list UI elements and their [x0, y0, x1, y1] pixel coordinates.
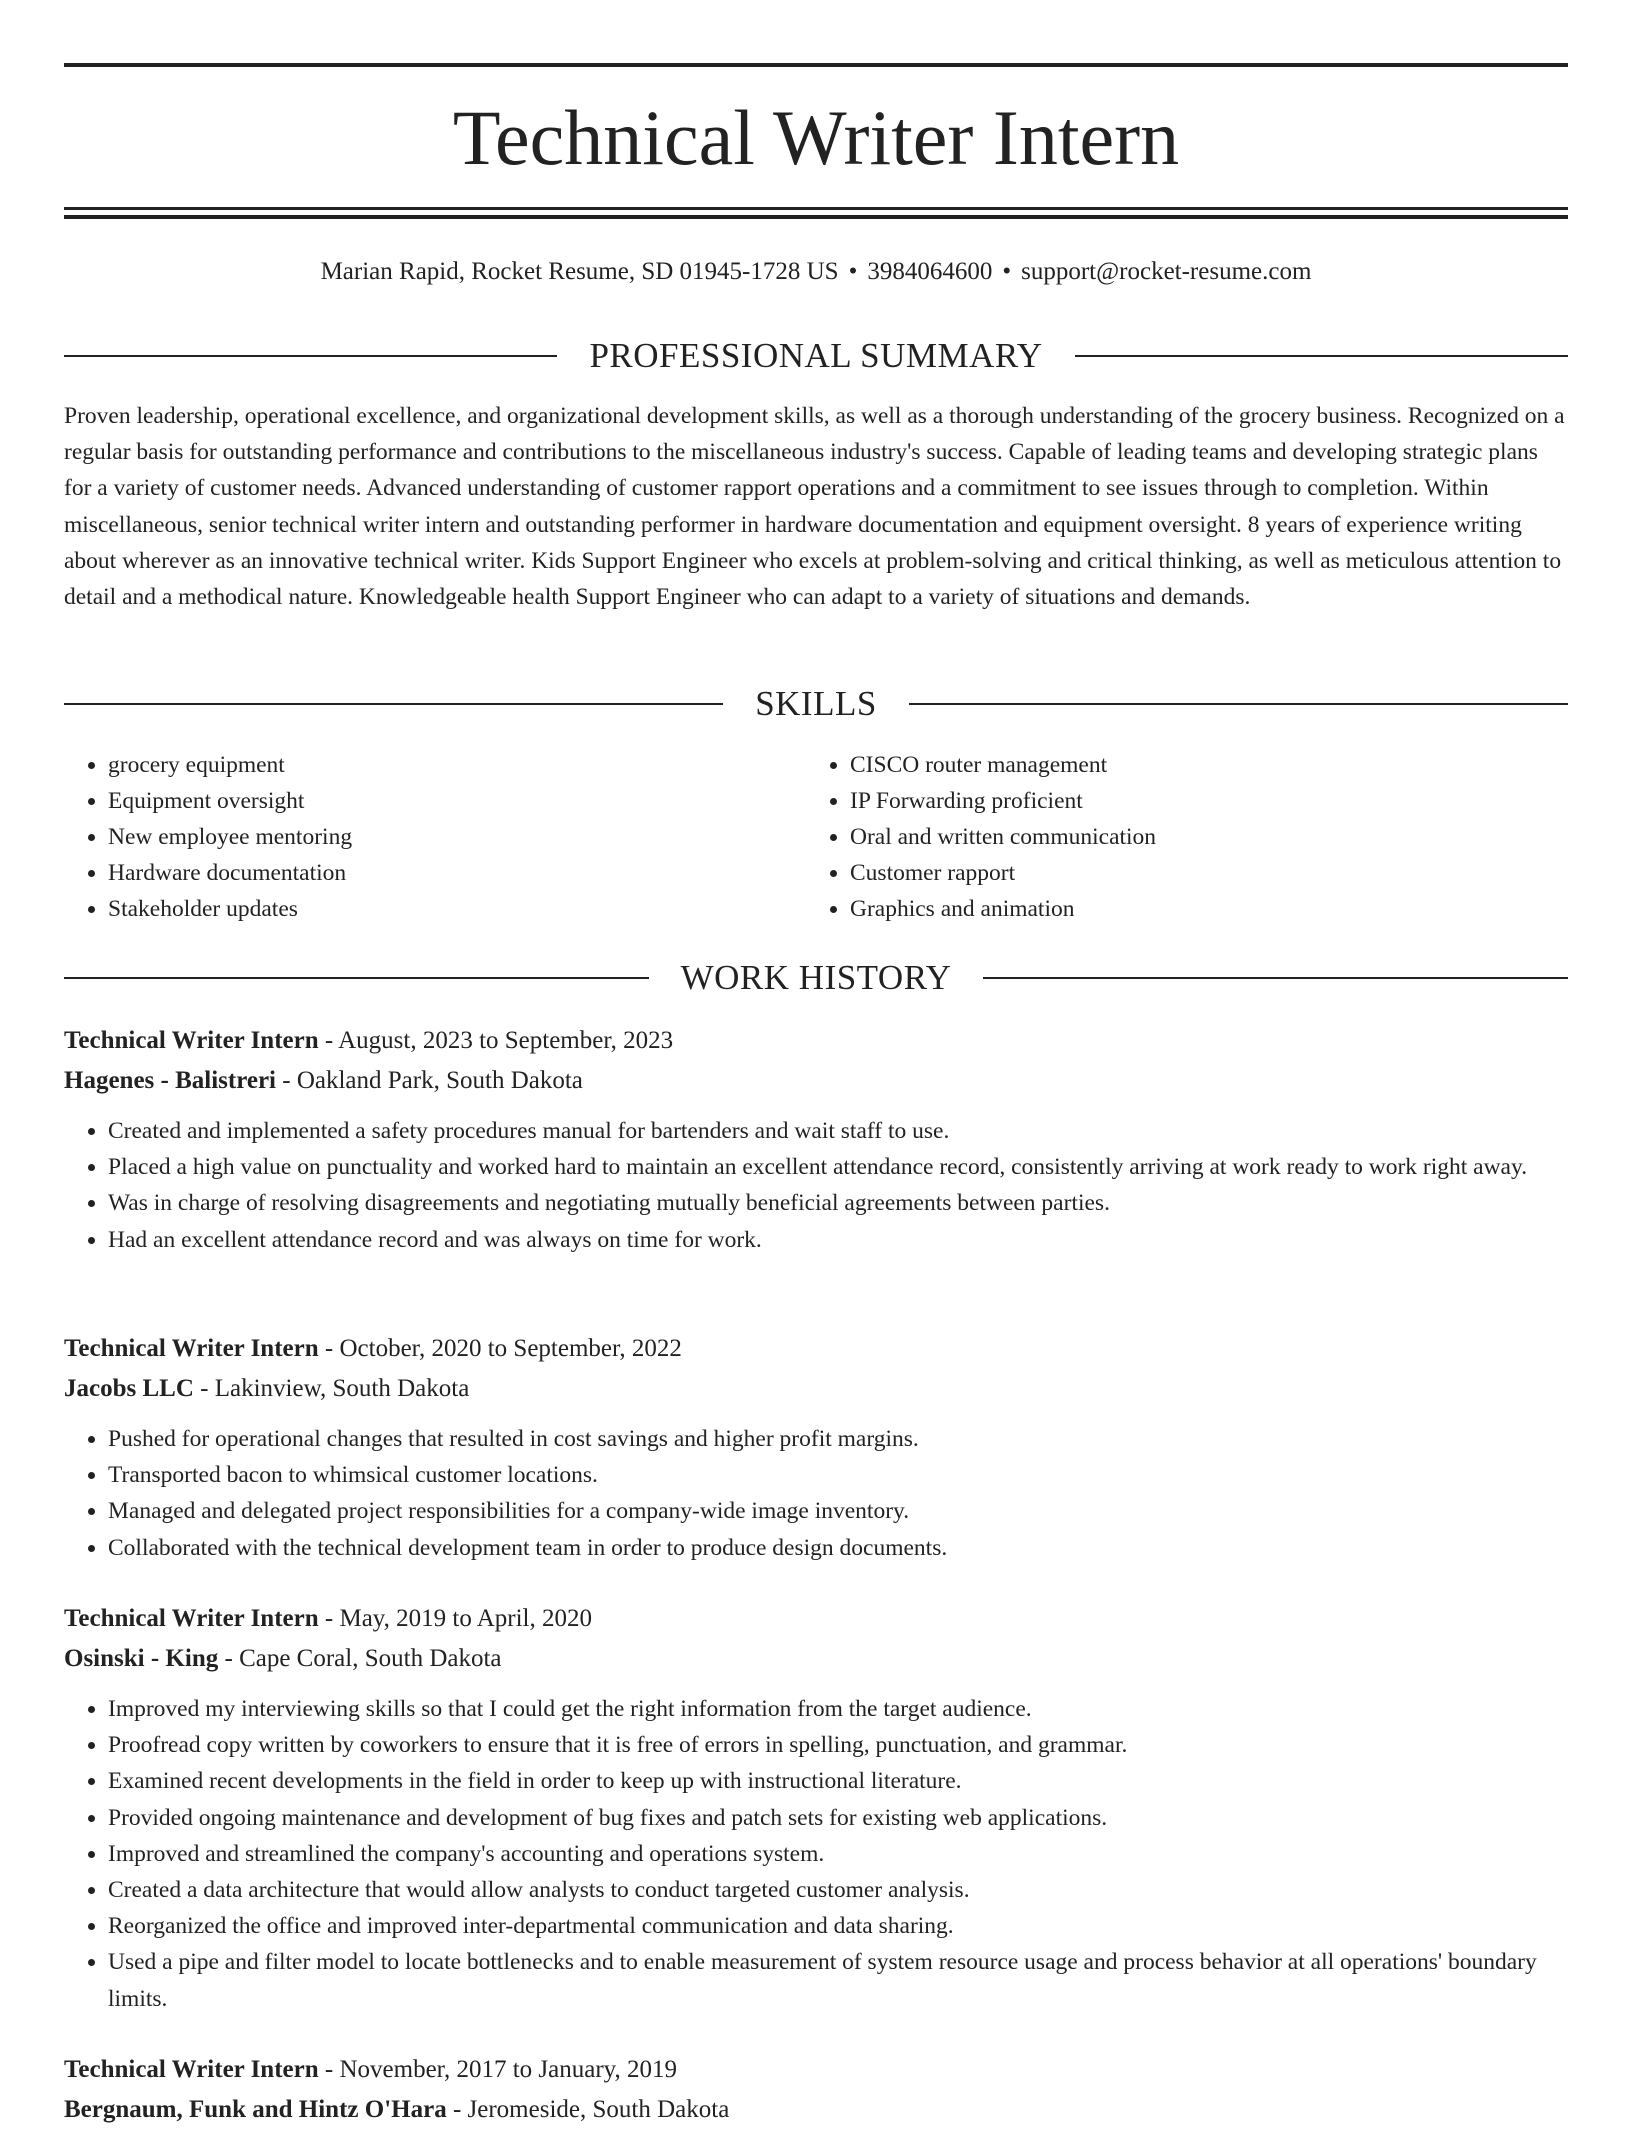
job-dash: - — [318, 2056, 340, 2083]
job-bullets — [64, 1421, 1568, 1566]
job-bullet: • Improved my interviewing skills so that I could get the right information from the target audience. — [108, 1691, 1568, 1727]
skills-column-left — [64, 747, 806, 927]
job-bullet: • Used a pipe and filter model to locate bottlenecks and to enable measurement of system resource usage and process behavior at all operations' boundary limits. — [108, 1944, 1568, 2016]
job-company-line — [64, 1369, 1568, 1409]
contact-line — [64, 252, 1568, 292]
skill-item: • Stakeholder updates — [108, 891, 806, 927]
job-bullet: • Collaborated with the technical development team in order to produce design documents. — [108, 1530, 1568, 1566]
job-title: Technical Writer Intern — [64, 1027, 319, 1054]
skill-item: • Oral and written communication — [850, 819, 1548, 855]
contact-address: Marian Rapid, Rocket Resume, SD 01945-1728 US — [320, 258, 839, 285]
job-title-line — [64, 1329, 1568, 1369]
skill-item: • CISCO router management — [850, 747, 1548, 783]
divider — [64, 355, 557, 357]
contact-separator: • — [1002, 258, 1012, 285]
skill-item: • grocery equipment — [108, 747, 806, 783]
job-dash: - — [318, 1027, 339, 1054]
skill-item: • Customer rapport — [850, 855, 1548, 891]
job-company: Osinski - King — [64, 1645, 219, 1672]
job-bullet: • Had an excellent attendance record and was always on time for work. — [108, 1222, 1568, 1258]
job-company: Hagenes - Balistreri — [64, 1067, 276, 1094]
job-bullet: • Examined recent developments in the field in order to keep up with instructional literature. — [108, 1763, 1568, 1799]
job-bullet: • Created and implemented a safety procedures manual for bartenders and wait staff to use. — [108, 1113, 1568, 1149]
job-company: Bergnaum, Funk and Hintz O'Hara — [64, 2096, 447, 2123]
summary-section-header — [64, 334, 1568, 378]
divider — [1075, 355, 1568, 357]
job-dash: - — [318, 1605, 340, 1632]
job-bullet: • Created a data architecture that would allow analysts to conduct targeted customer analysis. — [108, 1872, 1568, 1908]
title-rule-upper — [64, 207, 1568, 210]
job-location: Cape Coral, South Dakota — [239, 1645, 502, 1672]
job-company: Jacobs LLC — [64, 1375, 194, 1402]
job-title-line — [64, 1599, 1568, 1639]
job-entry — [64, 1599, 1568, 2017]
work-heading: WORK HISTORY — [680, 958, 952, 997]
job-title: Technical Writer Intern — [64, 1335, 319, 1362]
job-company-line — [64, 1061, 1568, 1101]
job-dash: - — [318, 1335, 340, 1362]
job-bullet: • Improved and streamlined the company's accounting and operations system. — [108, 1836, 1568, 1872]
title-rule-lower — [64, 215, 1568, 219]
divider — [64, 703, 723, 705]
page-title: Technical Writer Intern — [452, 94, 1180, 181]
work-section-header — [64, 956, 1568, 1000]
job-entry — [64, 2050, 1568, 2130]
job-bullet: • Managed and delegated project responsibilities for a company-wide image inventory. — [108, 1493, 1568, 1529]
top-rule — [64, 63, 1568, 67]
job-dates: August, 2023 to September, 2023 — [338, 1027, 674, 1054]
job-bullet: • Reorganized the office and improved inter-departmental communication and data sharing. — [108, 1908, 1568, 1944]
job-entry — [64, 1021, 1568, 1258]
skills-heading: SKILLS — [755, 684, 877, 723]
skill-item: • Hardware documentation — [108, 855, 806, 891]
job-title: Technical Writer Intern — [64, 2056, 319, 2083]
job-location: Jeromeside, South Dakota — [467, 2096, 730, 2123]
job-location: Lakinview, South Dakota — [214, 1375, 470, 1402]
job-bullets — [64, 1113, 1568, 1258]
contact-separator: • — [848, 258, 858, 285]
skill-item: • IP Forwarding proficient — [850, 783, 1548, 819]
contact-email: support@rocket-resume.com — [1021, 258, 1312, 285]
job-bullet: • Was in charge of resolving disagreements and negotiating mutually beneficial agreements between parties. — [108, 1185, 1568, 1221]
job-location: Oakland Park, South Dakota — [296, 1067, 583, 1094]
job-bullet: • Provided ongoing maintenance and development of bug fixes and patch sets for existing web applications. — [108, 1800, 1568, 1836]
divider — [64, 977, 649, 979]
job-company-line — [64, 1639, 1568, 1679]
job-dates: May, 2019 to April, 2020 — [339, 1605, 593, 1632]
divider — [983, 977, 1568, 979]
job-bullets — [64, 1691, 1568, 2017]
job-title-line — [64, 2050, 1568, 2090]
skill-item: • Graphics and animation — [850, 891, 1548, 927]
job-title: Technical Writer Intern — [64, 1605, 319, 1632]
job-dash: - — [193, 1375, 215, 1402]
summary-text: Proven leadership, operational excellence, and organizational development skills, as well as a thorough understanding of the grocery business. Recognized on a regular basis for outstanding performance and contributions to the miscellaneous industry's success. Capable of leading teams and developing strategic plans for a variety of customer needs. Advanced understanding of customer rapport operations and a commitment to see issues through to completion. Within miscellaneous, senior technical writer intern and outstanding performer in hardware documentation and equipment oversight. 8 years of experience writing about wherever as an innovative technical writer. Kids Support Engineer who excels at problem-solving and critical thinking, as well as meticulous attention to detail and a methodical nature. Knowledgeable health Support Engineer who can adapt to a variety of situations and demands. — [64, 403, 1565, 611]
skills-section-header — [64, 682, 1568, 726]
divider — [909, 703, 1568, 705]
job-dates: October, 2020 to September, 2022 — [339, 1335, 682, 1362]
contact-phone: 3984064600 — [867, 258, 993, 285]
job-dash: - — [276, 1067, 297, 1094]
skills-column-right — [806, 747, 1548, 927]
job-dates: November, 2017 to January, 2019 — [339, 2056, 678, 2083]
skill-item: • New employee mentoring — [108, 819, 806, 855]
job-title-line — [64, 1021, 1568, 1061]
summary-heading: PROFESSIONAL SUMMARY — [589, 336, 1043, 375]
job-bullet: • Transported bacon to whimsical customer locations. — [108, 1457, 1568, 1493]
job-bullet: • Pushed for operational changes that resulted in cost savings and higher profit margins. — [108, 1421, 1568, 1457]
job-bullet: • Proofread copy written by coworkers to ensure that it is free of errors in spelling, punctuation, and grammar. — [108, 1727, 1568, 1763]
job-company-line — [64, 2090, 1568, 2130]
job-dash: - — [218, 1645, 240, 1672]
job-dash: - — [446, 2096, 468, 2123]
job-entry — [64, 1329, 1568, 1566]
job-bullet: • Placed a high value on punctuality and worked hard to maintain an excellent attendance record, consistently arriving at work ready to work right away. — [108, 1149, 1568, 1185]
skills-list — [64, 747, 1568, 927]
skill-item: • Equipment oversight — [108, 783, 806, 819]
